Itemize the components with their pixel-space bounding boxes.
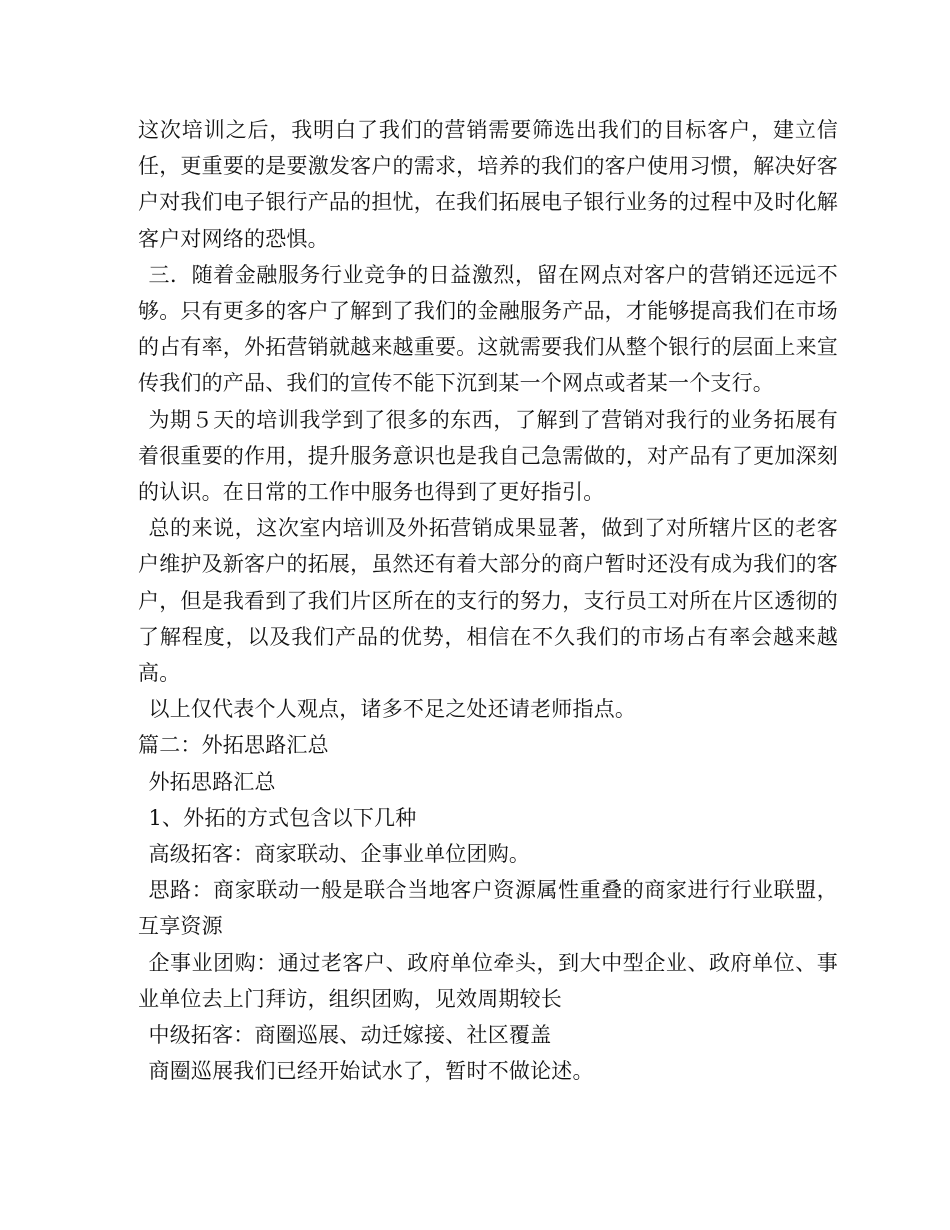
paragraph-intermediate-prospecting: 中级拓客：商圈巡展、动迁嫁接、社区覆盖 xyxy=(148,1023,552,1048)
paragraph-group-purchase: 企事业团购：通过老客户、政府单位牵头，到大中型企业、政府单位、事业单位去上门拜访，组织团购，见效周期较长 xyxy=(138,950,838,1011)
paragraph-personal-view: 以上仅代表个人观点，诸多不足之处还请老师指点。 xyxy=(148,697,637,722)
paragraph-point-three: 三．随着金融服务行业竞争的日益激烈，留在网点对客户的营销还远远不够。只有更多的客户了解到了我们的金融服务产品，才能够提高我们在市场的占有率，外拓营销就越来越重要。这就需要我们从整个银行的层面上来宣传我们的产品、我们的宣传不能下沉到某一个网点或者某一个支行。 xyxy=(138,262,838,396)
paragraph-training-summary: 这次培训之后，我明白了我们的营销需要筛选出我们的目标客户，建立信任，更重要的是要激发客户的需求，培养的我们的客户使用习惯，解决好客户对我们电子银行产品的担忧，在我们拓展电子银行业务的过程中及时化解客户对网络的恐惧。 xyxy=(138,118,838,251)
paragraph-five-day-training: 为期５天的培训我学到了很多的东西，了解到了营销对我行的业务拓展有着很重要的作用，提升服务意识也是我自己急需做的，对产品有了更加深刻的认识。在日常的工作中服务也得到了更好指引。 xyxy=(138,407,838,505)
paragraph-business-district: 商圈巡展我们已经开始试水了，暂时不做论述。 xyxy=(148,1059,594,1084)
document-body xyxy=(138,112,838,1089)
section-subtitle: 外拓思路汇总 xyxy=(148,769,276,794)
paragraph-approach: 思路：商家联动一般是联合当地客户资源属性重叠的商家进行行业联盟，互享资源 xyxy=(138,878,838,939)
paragraph-conclusion: 总的来说，这次室内培训及外拓营销成果显著，做到了对所辖片区的老客户维护及新客户的拓展，虽然还有着大部分的商户暂时还没有成为我们的客户，但是我看到了我们片区所在的支行的努力，支行员工对所在片区透彻的了解程度，以及我们产品的优势，相信在不久我们的市场占有率会越来越高。 xyxy=(138,516,838,686)
paragraph-advanced-prospecting: 高级拓客：商家联动、企事业单位团购。 xyxy=(148,842,531,867)
list-item-methods: 1、外拓的方式包含以下几种 xyxy=(148,805,417,830)
section-heading-part-two: 篇二：外拓思路汇总 xyxy=(138,733,329,758)
